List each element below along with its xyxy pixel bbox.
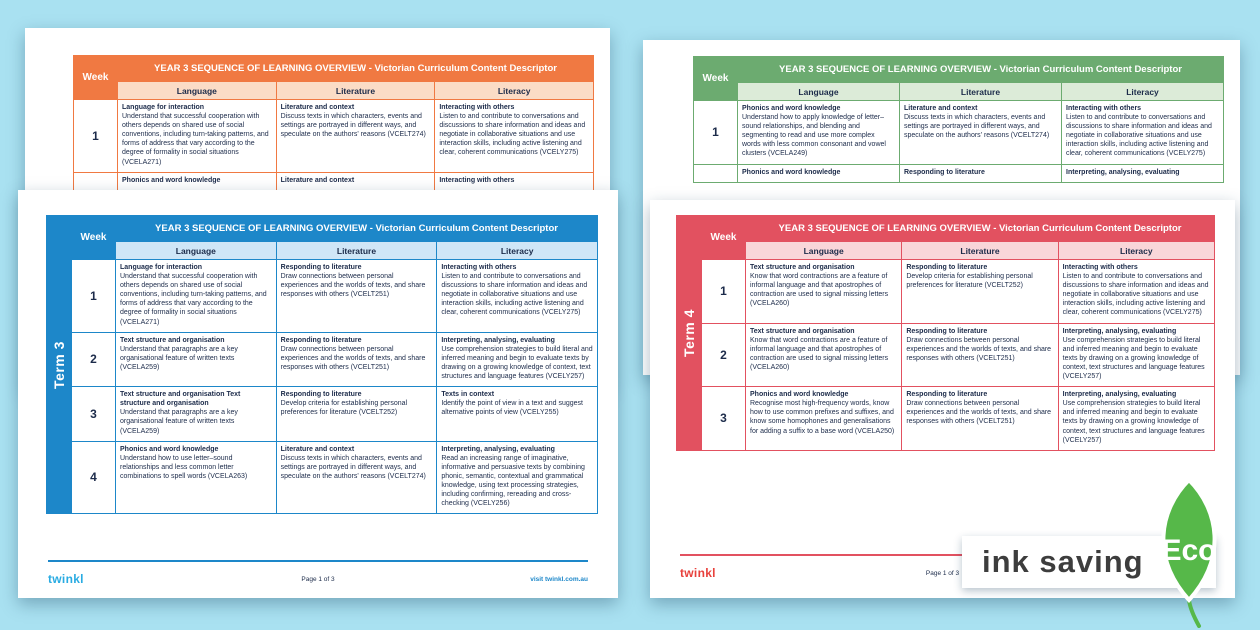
week-row — [694, 164, 1224, 182]
descriptor-heading: Responding to literature — [280, 336, 362, 344]
descriptor-heading: Phonics and word knowledge — [742, 105, 841, 112]
page-number: Page 1 of 3 — [301, 576, 335, 583]
descriptor-body: Discuss texts in which characters, events and settings are portrayed in different ways, and speculate on the authors' reasons (VCELT274) — [280, 113, 426, 139]
descriptor-body: Develop criteria for establishing personal preferences for literature (VCELT252) — [906, 273, 1033, 290]
week-row — [694, 101, 1224, 165]
descriptor-cell — [746, 323, 902, 387]
footer-rule — [48, 560, 588, 562]
descriptor-cell — [276, 332, 437, 386]
descriptor-heading: Interpreting, analysing, evaluating — [441, 445, 555, 453]
week-row — [72, 332, 598, 386]
descriptor-cell — [1058, 260, 1214, 324]
descriptor-cell — [746, 260, 902, 324]
descriptor-cell — [116, 332, 277, 386]
descriptor-body: Identify the point of view in a text and suggest alternative points of view (VCELY255) — [441, 400, 583, 417]
descriptor-heading: Interacting with others — [1062, 264, 1138, 271]
week-row — [74, 100, 594, 173]
descriptor-cell — [1062, 164, 1224, 182]
descriptor-cell — [900, 101, 1062, 165]
descriptor-body: Draw connections between personal experiences and the worlds of texts, and share responses with others (VCELT251) — [906, 336, 1052, 362]
descriptor-cell — [276, 100, 435, 173]
descriptor-body: Discuss texts in which characters, events and settings are portrayed in different ways, and speculate on the authors' reasons (VCELT274) — [280, 454, 426, 480]
descriptor-heading: Interacting with others — [1066, 105, 1142, 112]
descriptor-heading: Interacting with others — [441, 264, 517, 271]
descriptor-body: Read an increasing range of imaginative, informative and persuasive texts by combining phonic, semantic, contextual and grammatical knowledge, using text processing strategies, including confirming, rereading and cross-checking (VCELY256) — [441, 454, 585, 508]
ink-saving-label: ink saving — [982, 544, 1144, 579]
overview-table-term4 — [701, 215, 1215, 451]
descriptor-heading: Literature and context — [280, 176, 355, 184]
descriptor-cell — [902, 260, 1058, 324]
descriptor-cell — [902, 387, 1058, 451]
descriptor-body: Understand that successful cooperation with others depends on shared use of social conventions, including turn-taking patterns, and forms of address that vary according to the degree of formality in social situations (VCELA271) — [122, 113, 269, 166]
descriptor-heading: Language for interaction — [120, 264, 203, 271]
descriptor-heading: Literature and context — [904, 105, 978, 112]
descriptor-heading: Text structure and organisation — [750, 327, 855, 335]
descriptor-heading: Texts in context — [441, 391, 495, 399]
descriptor-cell — [746, 387, 902, 451]
table-title: YEAR 3 SEQUENCE OF LEARNING OVERVIEW - Victorian Curriculum Content Descriptor — [118, 56, 594, 82]
descriptor-heading: Text structure and organisation — [750, 264, 855, 271]
descriptor-body: Understand that paragraphs are a key organisational feature of written texts (VCELA259) — [120, 409, 238, 435]
overview-table-term3 — [71, 215, 598, 514]
week-column-header: Week — [72, 216, 116, 260]
week-row — [72, 387, 598, 441]
descriptor-body: Understand how to use letter–sound relationships and less common letter combinations to spell words (VCELA263) — [120, 454, 248, 480]
week-number: 3 — [72, 387, 116, 441]
descriptor-body: Use comprehension strategies to build literal and inferred meaning and begin to evaluate texts by drawing on a growing knowledge of context, text structures and language features (VCELY257) — [441, 345, 593, 381]
table-title: YEAR 3 SEQUENCE OF LEARNING OVERVIEW - Victorian Curriculum Content Descriptor — [116, 216, 598, 242]
descriptor-body: Know that word contractions are a feature of informal language and that apostrophes of contraction are used to signal missing letters (VCELA260) — [750, 336, 889, 371]
week-number: 1 — [74, 100, 118, 173]
page-number: Page 1 of 3 — [925, 570, 960, 577]
descriptor-cell — [738, 164, 900, 182]
descriptor-heading: Literature and context — [280, 445, 355, 453]
descriptor-body: Know that word contractions are a feature of informal language and that apostrophes of contraction are used to signal missing letters (VCELA260) — [750, 273, 889, 308]
descriptor-cell — [902, 323, 1058, 387]
descriptor-cell — [118, 172, 277, 190]
descriptor-body: Discuss texts in which characters, events and settings are portrayed in different ways, and speculate on the authors' reasons (VCELT274) — [904, 114, 1050, 140]
descriptor-heading: Interpreting, analysing, evaluating — [441, 336, 555, 344]
week-column-header: Week — [702, 216, 746, 260]
overview-table-green — [693, 56, 1224, 183]
descriptor-cell — [116, 441, 277, 514]
column-header-literature: Literature — [902, 242, 1058, 260]
week-row — [702, 323, 1215, 387]
week-column-header: Week — [694, 57, 738, 101]
descriptor-cell — [276, 172, 435, 190]
descriptor-heading: Interacting with others — [439, 104, 515, 111]
descriptor-cell — [276, 441, 437, 514]
descriptor-cell — [118, 100, 277, 173]
descriptor-body: Use comprehension strategies to build literal and inferred meaning and begin to evaluate texts by drawing on a growing knowledge of context, text structures and language features (VCELY257) — [1062, 336, 1205, 381]
column-header-literature: Literature — [276, 242, 437, 260]
descriptor-heading: Responding to literature — [906, 391, 988, 399]
week-row — [702, 260, 1215, 324]
week-row — [74, 172, 594, 190]
column-header-literature: Literature — [276, 82, 435, 100]
descriptor-heading: Responding to literature — [904, 168, 985, 176]
descriptor-heading: Interpreting, analysing, evaluating — [1066, 168, 1180, 176]
week-number: 2 — [72, 332, 116, 386]
week-number: 1 — [72, 260, 116, 333]
descriptor-cell — [1058, 387, 1214, 451]
descriptor-cell — [276, 260, 437, 333]
descriptor-heading: Text structure and organisation Text structure and organisation — [120, 391, 241, 408]
descriptor-cell — [1062, 101, 1224, 165]
descriptor-cell — [900, 164, 1062, 182]
column-header-literacy: Literacy — [1062, 83, 1224, 101]
descriptor-heading: Language for interaction — [122, 104, 205, 111]
descriptor-cell — [276, 387, 437, 441]
week-number: 3 — [702, 387, 746, 451]
week-row — [72, 260, 598, 333]
descriptor-cell — [435, 100, 594, 173]
column-header-language: Language — [116, 242, 277, 260]
week-number: 1 — [702, 260, 746, 324]
descriptor-body: Listen to and contribute to conversations and discussions to share information and ideas and negotiate in collaborative situations and use interaction skills, including active listening and clear, coherent communications (VCELY275) — [441, 273, 588, 317]
descriptor-heading: Responding to literature — [280, 391, 362, 399]
term3-strip — [46, 215, 71, 514]
column-header-literacy: Literacy — [1058, 242, 1214, 260]
descriptor-heading: Phonics and word knowledge — [750, 391, 849, 399]
worksheet-page-term3 — [18, 190, 618, 598]
week-number: 1 — [694, 101, 738, 165]
descriptor-body: Draw connections between personal experiences and the worlds of texts, and share responses with others (VCELT251) — [280, 273, 426, 299]
descriptor-heading: Phonics and word knowledge — [120, 445, 219, 453]
twinkl-logo: twinkl — [680, 566, 716, 580]
table-title: YEAR 3 SEQUENCE OF LEARNING OVERVIEW - Victorian Curriculum Content Descriptor — [746, 216, 1215, 242]
eco-leaf-label: Eco — [1161, 534, 1217, 567]
descriptor-heading: Interpreting, analysing, evaluating — [1062, 327, 1177, 335]
week-number — [74, 172, 118, 190]
descriptor-body: Listen to and contribute to conversations and discussions to share information and ideas and negotiate in collaborative situations and use interaction skills, including active listening and clear, coherent communications (VCELY275) — [439, 113, 586, 157]
twinkl-logo: twinkl — [48, 572, 84, 586]
descriptor-body: Understand how to apply knowledge of letter–sound relationships, and blending and segmenting to read and use more complex words with less common consonant and vowel clusters (VCELA249) — [742, 114, 886, 158]
descriptor-cell — [437, 441, 598, 514]
column-header-literature: Literature — [900, 83, 1062, 101]
term-label: Term 4 — [680, 308, 697, 357]
week-row — [72, 441, 598, 514]
column-header-literacy: Literacy — [435, 82, 594, 100]
week-column-header: Week — [74, 56, 118, 100]
descriptor-heading: Interpreting, analysing, evaluating — [1062, 391, 1177, 399]
descriptor-cell — [1058, 323, 1214, 387]
descriptor-heading: Responding to literature — [280, 264, 362, 271]
visit-link[interactable]: visit twinkl.com.au — [530, 576, 588, 583]
descriptor-cell — [437, 260, 598, 333]
descriptor-body: Understand that paragraphs are a key organisational feature of written texts (VCELA259) — [120, 345, 238, 371]
table-title: YEAR 3 SEQUENCE OF LEARNING OVERVIEW - Victorian Curriculum Content Descriptor — [738, 57, 1224, 83]
descriptor-body: Recognise most high-frequency words, know how to use common prefixes and suffixes, and know some homophones and generalisations for adding a suffix to a base word (VCELA250) — [750, 400, 895, 435]
descriptor-heading: Responding to literature — [906, 264, 988, 271]
week-row — [702, 387, 1215, 451]
descriptor-heading: Phonics and word knowledge — [122, 176, 221, 184]
descriptor-cell — [116, 260, 277, 333]
term-label: Term 3 — [50, 340, 67, 389]
overview-table-orange — [73, 55, 594, 191]
column-header-language: Language — [746, 242, 902, 260]
descriptor-body: Understand that successful cooperation with others depends on shared use of social conventions, including turn-taking patterns, and forms of address that vary according to the degree of formality in social situations (VCELA271) — [120, 273, 267, 326]
descriptor-heading: Responding to literature — [906, 327, 988, 335]
descriptor-cell — [437, 332, 598, 386]
eco-leaf-icon — [1139, 476, 1239, 628]
descriptor-cell — [435, 172, 594, 190]
column-header-language: Language — [738, 83, 900, 101]
term4-strip — [676, 215, 701, 451]
descriptor-cell — [116, 387, 277, 441]
descriptor-heading: Interacting with others — [439, 176, 515, 184]
descriptor-body: Listen to and contribute to conversations and discussions to share information and ideas and negotiate in collaborative situations and use interaction skills, including active listening and clear, coherent communications (VCELY275) — [1062, 273, 1209, 317]
week-number — [694, 164, 738, 182]
descriptor-body: Develop criteria for establishing personal preferences for literature (VCELT252) — [280, 400, 408, 417]
week-number: 4 — [72, 441, 116, 514]
descriptor-cell — [437, 387, 598, 441]
descriptor-cell — [738, 101, 900, 165]
column-header-literacy: Literacy — [437, 242, 598, 260]
descriptor-heading: Text structure and organisation — [120, 336, 225, 344]
descriptor-body: Use comprehension strategies to build literal and inferred meaning and begin to evaluate texts by drawing on a growing knowledge of context, text structures and language features (VCELY257) — [1062, 400, 1205, 444]
descriptor-heading: Phonics and word knowledge — [742, 168, 841, 176]
week-number: 2 — [702, 323, 746, 387]
descriptor-body: Draw connections between personal experiences and the worlds of texts, and share responses with others (VCELT251) — [280, 345, 426, 371]
descriptor-body: Draw connections between personal experiences and the worlds of texts, and share responses with others (VCELT251) — [906, 400, 1052, 426]
column-header-language: Language — [118, 82, 277, 100]
page-footer — [48, 572, 588, 586]
descriptor-body: Listen to and contribute to conversations and discussions to share information and ideas and negotiate in collaborative situations and use interaction skills, including active listening and clear, coherent communications (VCELY275) — [1066, 114, 1212, 158]
descriptor-heading: Literature and context — [280, 104, 355, 111]
